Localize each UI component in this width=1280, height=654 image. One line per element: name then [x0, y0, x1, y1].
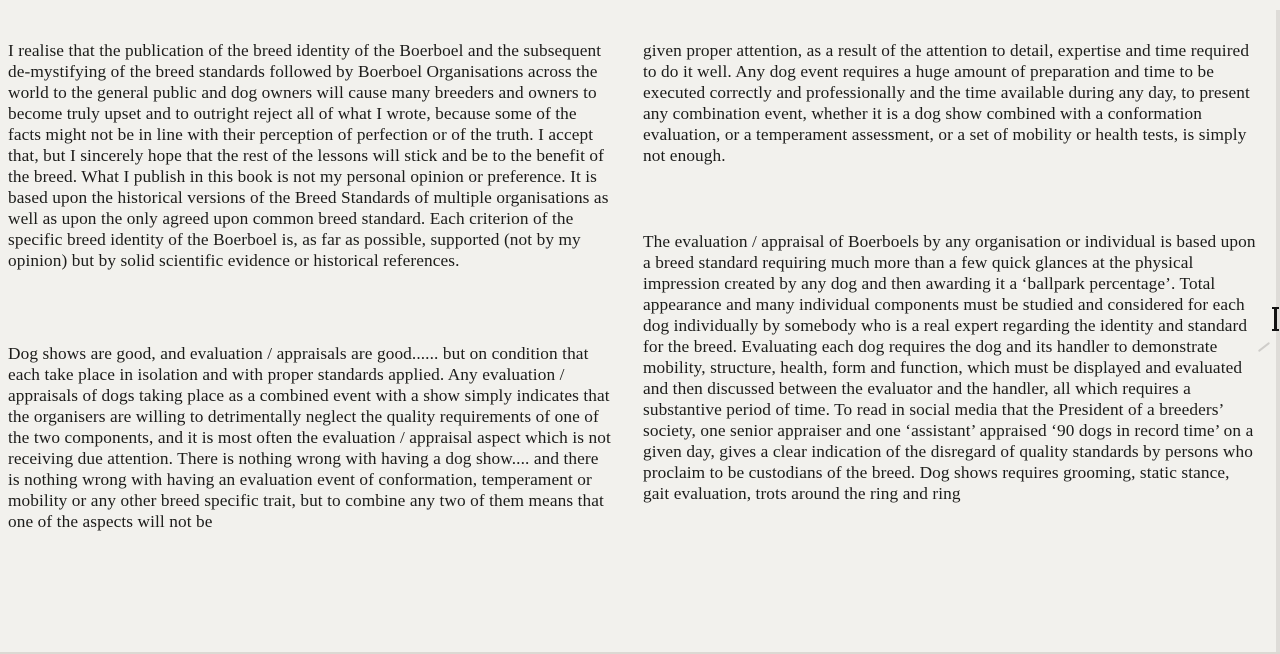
left-page-text-column [8, 40, 614, 532]
scrollbar-track[interactable] [1276, 10, 1280, 654]
left-page-paragraph-2: Dog shows are good, and evaluation / appraisals are good...... but on condition that each take place in isolation and with proper standards applied. Any evaluation / appraisals of dogs taking place as a combined event with a show simply indicates that the organisers are willing to detrimentally neglect the quality requirements of one of the two components, and it is most often the evaluation / appraisal aspect which is not receiving due attention. There is nothing wrong with having a dog show.... and there is nothing wrong with having an evaluation event of conformation, temperament or mobility or any other breed specific trait, but to combine any two of them means that one of the aspects will not be [8, 344, 611, 531]
i-beam-cursor-icon [1271, 307, 1280, 331]
cursor-smudge-mark [1258, 342, 1270, 352]
right-page-paragraph-1: given proper attention, as a result of the attention to detail, expertise and time required to do it well. Any dog event requires a huge amount of preparation and time to be executed correctly and professionally and the time available during any day, to present any combination event, whether it is a dog show combined with a conformation evaluation, or a temperament assessment, or a set of mobility or health tests, is simply not enough. [643, 41, 1250, 165]
left-page-paragraph-1: I realise that the publication of the breed identity of the Boerboel and the subsequent de-mystifying of the breed standards followed by Boerboel Organisations across the world to the general public and dog owners will cause many breeders and owners to become truly upset and to outright reject all of what I wrote, because some of the facts might not be in line with their perception of perfection or of the truth. I accept that, but I sincerely hope that the rest of the lessons will stick and be to the benefit of the breed. What I publish in this book is not my personal opinion or preference. It is based upon the historical versions of the Breed Standards of multiple organisations as well as upon the only agreed upon common breed standard. Each criterion of the specific breed identity of the Boerboel is, as far as possible, supported (not by my opinion) but by solid scientific evidence or historical references. [8, 41, 609, 270]
right-page-text-column [643, 40, 1256, 504]
i-beam-cursor-cap-bottom [1272, 329, 1279, 331]
i-beam-cursor-stem [1274, 308, 1277, 330]
right-page-paragraph-2: The evaluation / appraisal of Boerboels by any organisation or individual is based upon a breed standard requiring much more than a few quick glances at the physical impression created by any dog and then awarding it a ‘ballpark percentage’. Total appearance and many individual components must be studied and considered for each dog individually by somebody who is a real expert regarding the identity and standard for the breed. Evaluating each dog requires the dog and its handler to demonstrate mobility, structure, health, form and function, which must be displayed and evaluated and then discussed between the evaluator and the handler, all which requires a substantive period of time. To read in social media that the President of a breeders’ society, one senior appraiser and one ‘assistant’ appraised ‘90 dogs in record time’ on a given day, gives a clear indication of the disregard of quality standards by persons who proclaim to be custodians of the breed. Dog shows requires grooming, static stance, gait evaluation, trots around the ring and ring [643, 232, 1256, 503]
